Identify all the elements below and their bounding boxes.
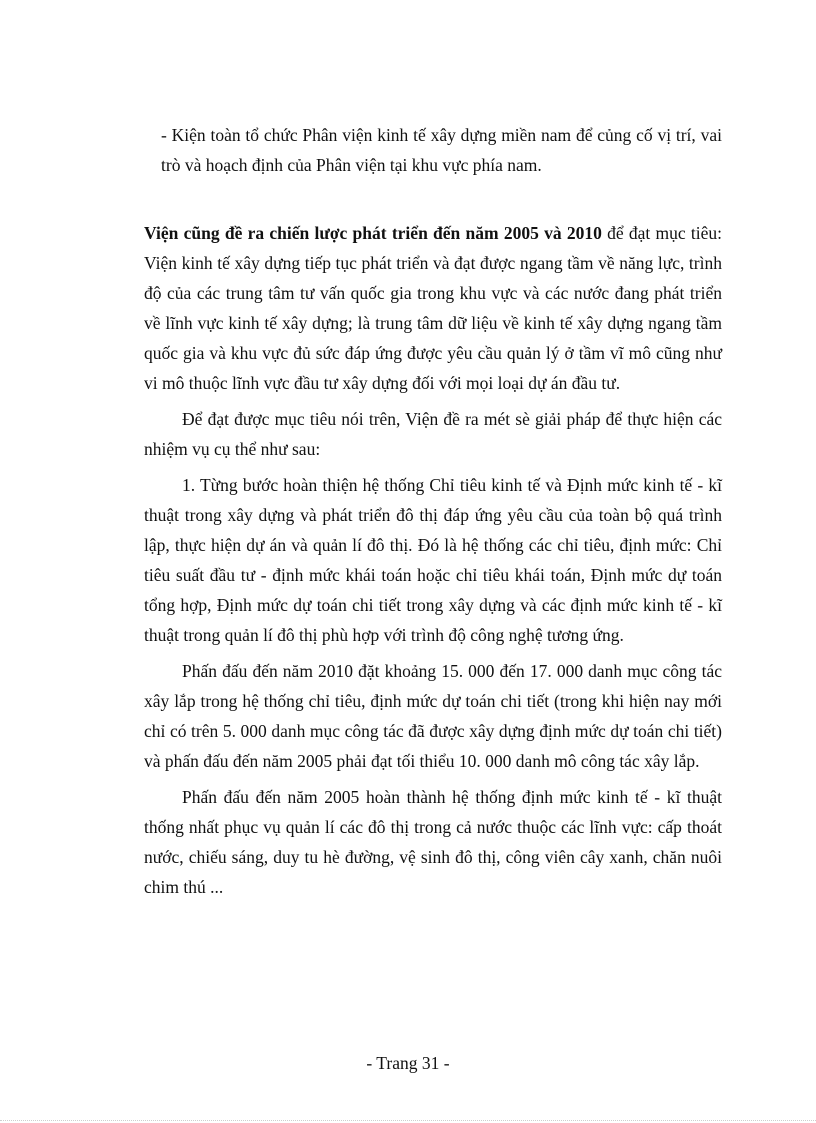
strategy-paragraph	[144, 218, 722, 398]
page-number: - Trang 31 -	[366, 1053, 450, 1073]
target-2010-paragraph: Phấn đấu đến năm 2010 đặt khoảng 15. 000 đến 17. 000 danh mục công tác xây lắp trong hệ thống chỉ tiêu, định mức dự toán chi tiết (trong khi hiện nay mới chỉ có trên 5. 000 danh mục công tác đã được xây dựng định mức dự toán chi tiết) và phấn đấu đến năm 2005 phải đạt tối thiểu 10. 000 danh mô công tác xây lắp.	[144, 661, 722, 771]
strategy-lead: Viện cũng đề ra chiến lược phát triển đến năm 2005 và 2010	[144, 223, 602, 243]
item-1-paragraph: 1. Từng bước hoàn thiện hệ thống Chỉ tiêu kinh tế và Định mức kinh tế - kĩ thuật trong xây dựng và phát triển đô thị đáp ứng yêu cầu của toàn bộ quá trình lập, thực hiện dự án và quản lí đô thị. Đó là hệ thống các chỉ tiêu, định mức: Chỉ tiêu suất đầu tư - định mức khái toán hoặc chỉ tiêu khái toán, Định mức dự toán tổng hợp, Định mức dự toán chi tiết trong xây dựng và các định mức kinh tế - kĩ thuật trong quản lí đô thị phù hợp với trình độ công nghệ tương ứng.	[144, 475, 722, 645]
paragraph-spacer	[144, 180, 722, 218]
strategy-rest: để đạt mục tiêu: Viện kinh tế xây dựng tiếp tục phát triển và đạt được ngang tầm về năng lực, trình độ của các trung tâm tư vấn quốc gia trong khu vực và các nước đang phát triển về lĩnh vực kinh tế xây dựng; là trung tâm dữ liệu về kinh tế xây dựng ngang tầm quốc gia và khu vực đủ sức đáp ứng được yêu cầu quản lý ở tầm vĩ mô cũng như vi mô thuộc lĩnh vực đầu tư xây dựng đối với mọi loại dự án đầu tư.	[144, 223, 722, 393]
solutions-intro-paragraph: Để đạt được mục tiêu nói trên, Viện đề ra mét sè giải pháp để thực hiện các nhiệm vụ cụ thể như sau:	[144, 409, 722, 459]
bottom-dotted-rule	[0, 1120, 816, 1121]
body-text	[144, 120, 722, 902]
bullet-paragraph: - Kiện toàn tổ chức Phân viện kinh tế xây dựng miền nam để củng cố vị trí, vai trò và hoạch định của Phân viện tại khu vực phía nam.	[161, 125, 722, 175]
target-2005-paragraph: Phấn đấu đến năm 2005 hoàn thành hệ thống định mức kinh tế - kĩ thuật thống nhất phục vụ quản lí các đô thị trong cả nước thuộc các lĩnh vực: cấp thoát nước, chiếu sáng, duy tu hè đường, vệ sinh đô thị, công viên cây xanh, chăn nuôi chim thú ...	[144, 787, 722, 897]
